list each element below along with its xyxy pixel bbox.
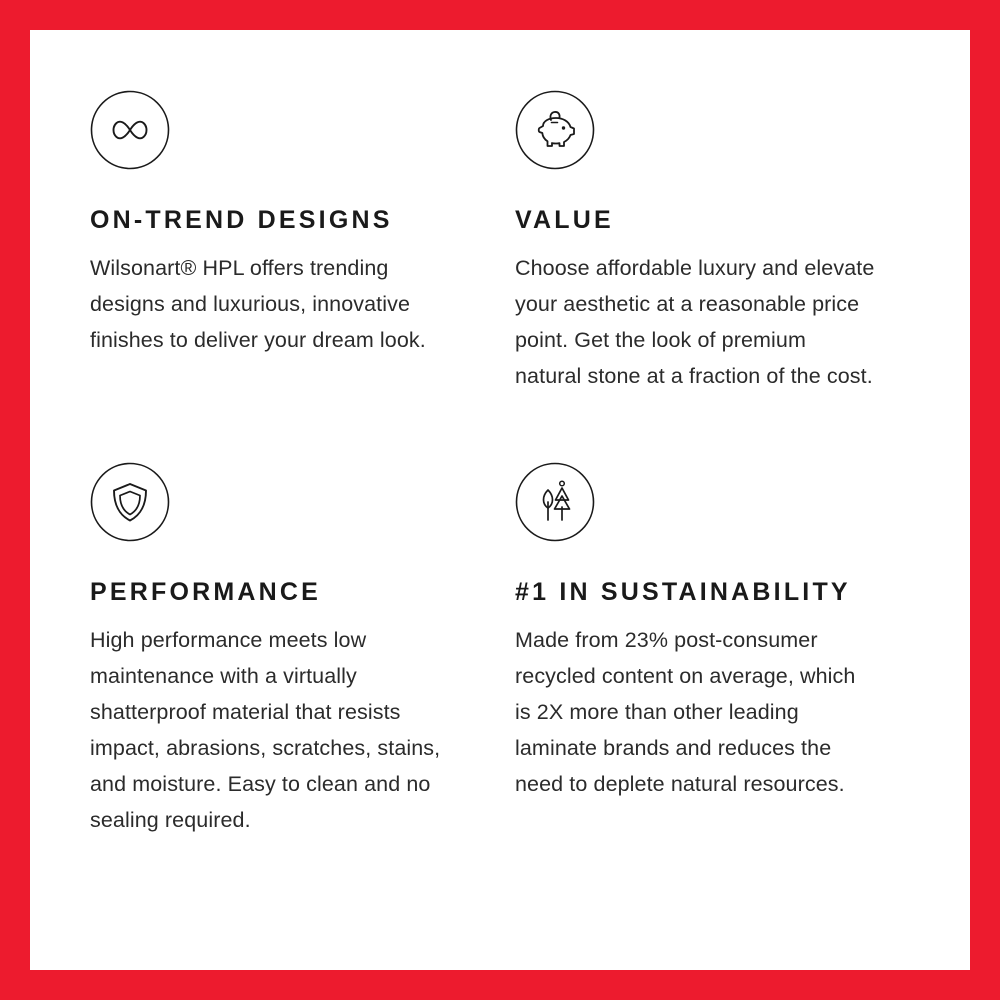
trees-icon bbox=[515, 462, 595, 542]
feature-card-performance bbox=[90, 394, 495, 838]
feature-grid bbox=[90, 90, 920, 838]
card-body: Made from 23% post-consumer recycled content on average, which is 2X more than other leading laminate brands and reduces the need to deplete natural resources. bbox=[515, 628, 856, 796]
feature-card-on-trend-designs bbox=[90, 90, 495, 394]
infinity-icon bbox=[90, 90, 170, 170]
card-title: ON-TREND DESIGNS bbox=[90, 206, 393, 234]
card-body: High performance meets low maintenance with a virtually shatterproof material that resists impact, abrasions, scratches, stains, and moisture. Easy to clean and no sealing required. bbox=[90, 628, 441, 832]
card-title: PERFORMANCE bbox=[90, 578, 322, 606]
content-frame bbox=[30, 30, 970, 970]
card-body: Wilsonart® HPL offers trending designs and luxurious, innovative finishes to deliver your dream look. bbox=[90, 256, 426, 352]
card-title: VALUE bbox=[515, 206, 614, 234]
feature-card-sustainability bbox=[515, 394, 920, 838]
card-body: Choose affordable luxury and elevate your aesthetic at a reasonable price point. Get the look of premium natural stone at a fraction of the cost. bbox=[515, 256, 875, 388]
shield-icon bbox=[90, 462, 170, 542]
piggy-bank-icon bbox=[515, 90, 595, 170]
feature-card-value bbox=[515, 90, 920, 394]
card-title: #1 IN SUSTAINABILITY bbox=[515, 578, 851, 606]
